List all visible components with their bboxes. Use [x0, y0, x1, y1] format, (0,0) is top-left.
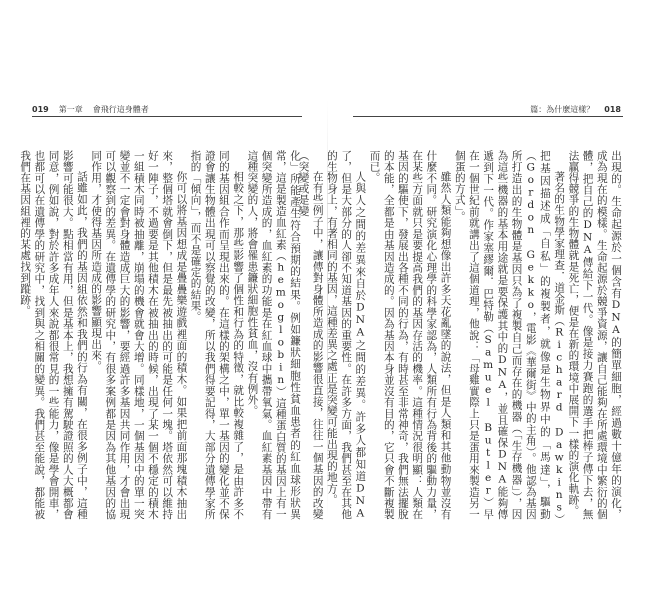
left-page-body	[19, 150, 302, 520]
paragraph: 化」所能產生符合預期的結果。例如鐮狀細胞性貧血患者的紅血球形狀異常，這是製造血紅素（hemoglobin）這種蛋白質的基因上有一個突變所造成的，血紅素的功能是在紅血球中攜帶氧氣。血紅素基因中帶有這種突變的人，將會罹患鐮狀細胞性貧血，沒有例外。	[246, 150, 301, 520]
right-page-number: 018	[604, 104, 621, 114]
left-page-number: 019	[32, 104, 49, 114]
paragraph: 在有些例子中，讓傳對身體所造成的影響很直接，往往一個基因的改變（突變或是變	[297, 150, 324, 520]
chapter-title: 會飛行這身體者	[92, 104, 149, 114]
right-header-rule	[353, 116, 623, 117]
section-label: 篇：為什麼這樣？	[530, 104, 595, 114]
right-page-header	[520, 103, 621, 115]
chapter-label: 第一章	[58, 104, 83, 114]
paragraph: 人與人之間的差異來自於DNA之間的差異。許多人都知道DNA了，但是大部分的人卻不知道基因的重要性。在許多方面，我們甚至在其他的生物身上，有著相同的基因，這種差異之處正是突變可能出現的地方。	[325, 150, 367, 520]
paragraph: 你可以將基因想成是疊疊樂遊戲裡面的積木。如果把前面那塊積木抽出來，整個塔就會倒下，但是最先被抽出的可能是任何一塊。塔依然可以維持好一陣子，不過要是其他積木在被抽出的時候，出現了某一個不穩定的積木一組積木同時被抽離，崩塌的機會就會大增。同樣地，一個基因中的單一突變並不一定會對身體造成巨大的影響，要經過許多基因共同作用，才會出現可以觀察到的差異。在遺傳學的研究中，有很多案例都是因為其他基因的協同作用，才使得基因所造成的影響顯現出來。	[90, 150, 188, 520]
paragraph: 著名的生物學家理查．道金斯（Richard Dawkins）把基因描述成「自私」的複製者，就像是生物界中的「馬達」，驅動（Gordon Gekko，電影《華爾街》中的主角）。他認為基因所打造出的生物體是基因只為了複製自己而存在的機器（「生存機器」），因為這些機器的基本用途就是要保護其中的DNA，並且確保DNA能夠傳遞到下一代。作家塞繆爾．巴特勒（Samuel Butler）早在一個世紀前就講出了這個道理，他說：「母雞實際上只是蛋用來製造另一個蛋的方式」。	[453, 150, 566, 520]
left-page-header	[32, 103, 159, 115]
right-page-body	[297, 150, 623, 520]
paragraph: 出現的。生命起源於一個含有DNA的簡單細胞，經過數十億年的演化，成為現在的模樣。生命起源於競爭資源，讓自己能夠在所處環境中繁衍的個體，把自己的DNA傳給下一代。像是接力賽跑的選手把棒子傳下去，無法贏得競爭的生物體就是死亡，便是在新的環境中展開下一樣的演化軌跡。	[567, 150, 622, 520]
paragraph: 雖然人類能夠想像出許多天花亂墜的說法，但是人類和其他動物並沒有什麼不同。研究演化心理學的科學家認為，人類所有行為背後的驅動力量，在某些方面就只是要提高我們的基因存活的機率。這種情況很明顯：人類在基因的驅使下，發展出各種不同的行為，有時甚至非常神奇，我們無法擺脫的本能，全都是由基因造成的。因為基因本身並沒有目的，它只會不斷複製而已。	[368, 150, 452, 520]
left-header-rule	[32, 116, 302, 117]
paragraph: 相較之下，那些影響了個性和行為的特徵，就比較複雜了，是由許多不同的基因組合作而呈現出來的。在這樣的架構之中，單一基因的變化並不保證會讓生物體出現可以察覺的改變，所以我們得要記得，大部分遺傳學家所指的「傾向」，而不是確定的結果。	[189, 150, 245, 520]
paragraph: 話雖如此，我們的基因組依然和我們的行為有關，在很多例子中，這種影響可能很大。點相當有用，但是基本上，我想擁有駕駛證照的人大概都會同意，例如說，對於許多成年人來說都很常見的一些能力，像是學會開車，也都可以在遺傳學的研究中，找到與之相關的變異。我們甚至能說，都能被我們在基因組裡的某處找到蹤跡。	[19, 150, 88, 520]
